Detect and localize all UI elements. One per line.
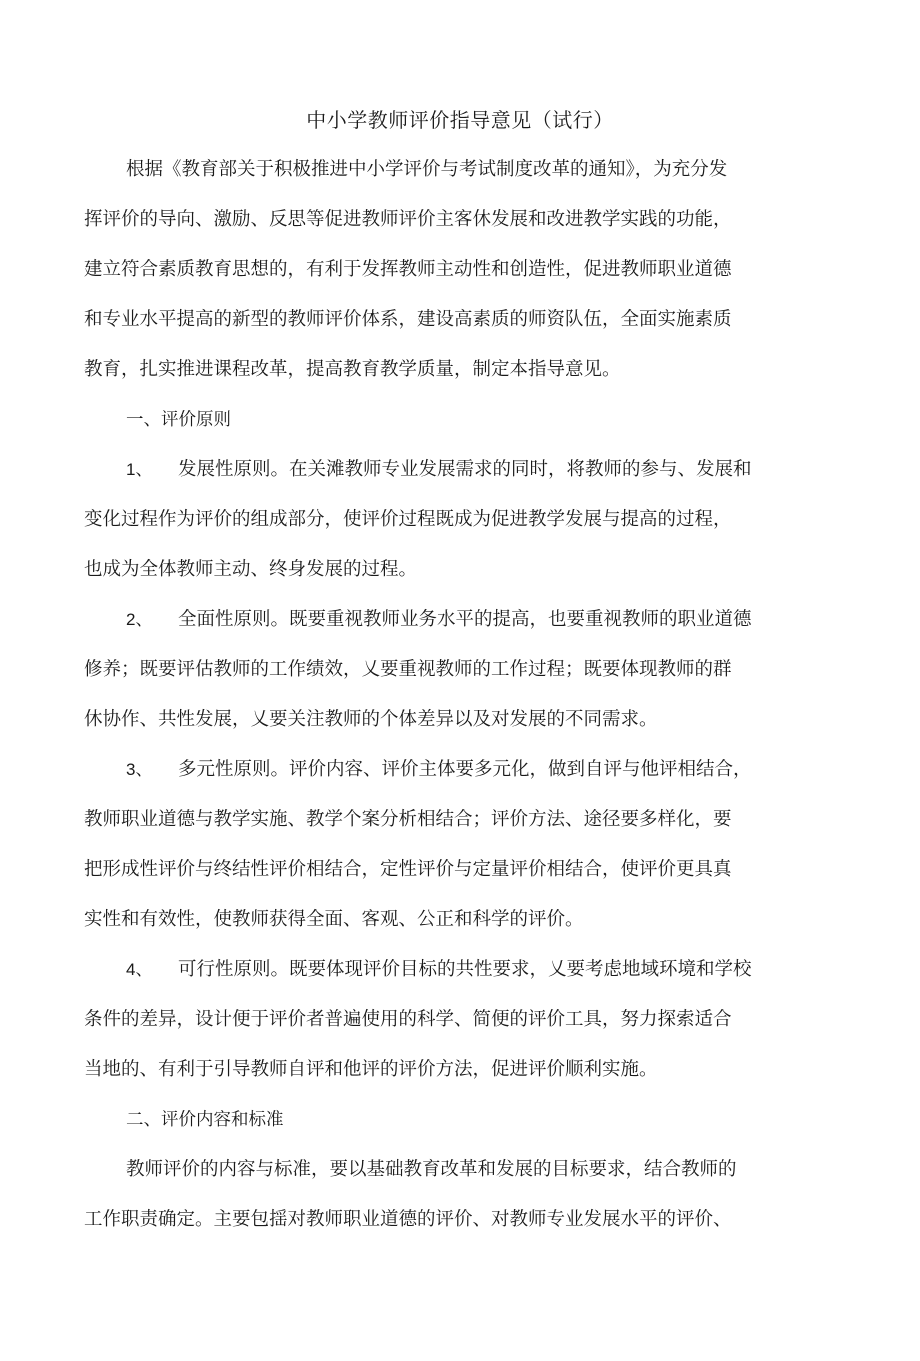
- intro-line-4: 和专业水平提高的新型的教师评价体系，建设高素质的师资队伍，全面实施素质: [84, 309, 732, 330]
- section-heading-content-standards: 二、评价内容和标准: [126, 1110, 284, 1130]
- item-number: 2、: [126, 610, 153, 629]
- principle-item-2-line-3: 休协作、共性发展，乂要关注教师的个体差异以及对发展的不同需求。: [84, 709, 658, 730]
- intro-line-1: 根据《教育部关于积极推进中小学评价与考试制度改革的通知》，为充分发: [126, 159, 728, 180]
- principle-item-3-line-4: 实性和有效性，使教师获得全面、客观、公正和科学的评价。: [84, 909, 584, 930]
- intro-line-2: 挥评价的导向、激励、反思等促进教师评价主客休发展和改进教学实践的功能，: [84, 209, 732, 230]
- document-title: 中小学教师评价指导意见（试行）: [306, 108, 614, 132]
- principle-item-3-line-2: 教师职业道德与教学实施、教学个案分析相结合；评价方法、途径要多样化，要: [84, 809, 732, 830]
- principle-item-4-line-3: 当地的、有利于引导教师自评和他评的评价方法，促进评价顺利实施。: [84, 1059, 658, 1080]
- principle-item-1-line-3: 也成为全体教师主动、终身发展的过程。: [84, 559, 418, 580]
- item-number: 3、: [126, 760, 153, 779]
- item-text: 可行性原则。既要体现评价目标的共性要求，乂要考虑地域环境和学校: [178, 959, 752, 980]
- principle-item-3-line-3: 把形成性评价与终结性评价相结合，定性评价与定量评价相结合，使评价更具真: [84, 859, 732, 880]
- principle-item-4-line-2: 条件的差异，设计便于评价者普遍使用的科学、简便的评价工具，努力探索适合: [84, 1009, 732, 1030]
- item-text: 多元性原则。评价内容、评价主体要多元化，做到自评与他评相结合，: [178, 759, 752, 780]
- principle-item-1-first-line: [126, 458, 752, 482]
- item-number: 4、: [126, 960, 153, 979]
- section2-line-2: 工作职责确定。主要包揺对教师职业道德的评价、对教师专业发展水平的评价、: [84, 1209, 732, 1230]
- principle-item-2-line-2: 修养；既要评估教师的工作绩效，乂要重视教师的工作过程；既要体现教师的群: [84, 659, 732, 680]
- principle-item-4-first-line: [126, 958, 752, 982]
- principle-item-3-first-line: [126, 758, 752, 782]
- intro-line-5: 教育，扎实推进课程改革，提高教育教学质量，制定本指导意见。: [84, 359, 621, 380]
- intro-line-3: 建立符合素质教育思想的，有利于发挥教师主动性和创造性，促进教师职业道德: [84, 259, 732, 280]
- principle-item-2-first-line: [126, 608, 752, 632]
- item-text: 全面性原则。既要重视教师业务水平的提高，也要重视教师的职业道德: [178, 609, 752, 630]
- item-number: 1、: [126, 460, 153, 479]
- section-heading-principles: 一、评价原则: [126, 410, 231, 430]
- item-text: 发展性原则。在关滩教师专业发展需求的同时，将教师的参与、发展和: [178, 459, 752, 480]
- section2-line-1: 教师评价的内容与标准，要以基础教育改革和发展的目标要求，结合教师的: [126, 1159, 737, 1180]
- principle-item-1-line-2: 变化过程作为评价的组成部分，使评价过程既成为促进教学发展与提高的过程，: [84, 509, 732, 530]
